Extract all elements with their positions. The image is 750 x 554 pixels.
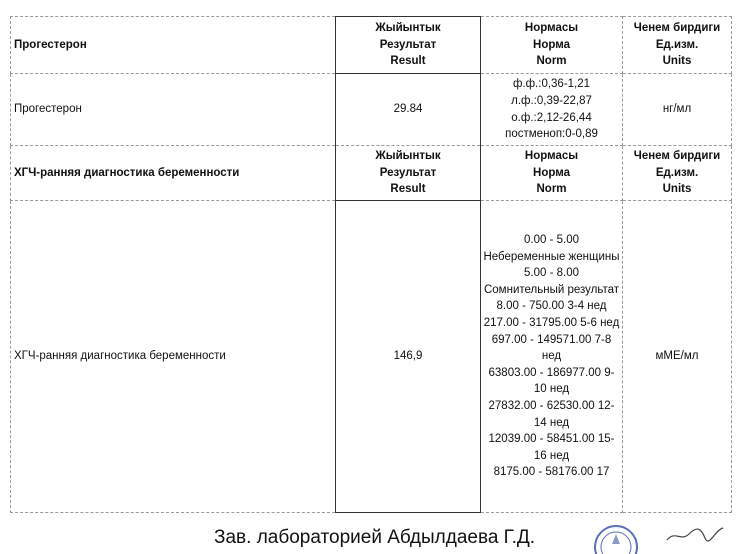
handwritten-signature-icon: [665, 524, 725, 544]
section-title: ХГЧ-ранняя диагностика беременности: [11, 146, 336, 201]
test-result: 29.84: [336, 74, 481, 146]
lab-head-signature-line: Зав. лабораторией Абдылдаева Г.Д.: [214, 527, 536, 548]
norm-header: Нормасы Норма Norm: [481, 146, 623, 201]
section-title: Прогестерон: [11, 17, 336, 74]
section-header-row: [11, 146, 732, 201]
lab-results-table: [10, 16, 732, 513]
reference-range: 0.00 - 5.00 Небеременные женщины 5.00 - 8.00 Сомнительный результат 8.00 - 750.00 3-4 нед 217.00 - 31795.00 5-6 нед 697.00 - 149571.00 7-8 нед 63803.00 - 186977.00 9-10 нед 27832.00 - 62530.00 12-14 нед 12039.00 - 58451.00 15-16 нед 8175.00 - 58176.00 17: [481, 201, 623, 513]
stamp-seal-icon: [593, 524, 639, 554]
test-name: Прогестерон: [11, 74, 336, 146]
table-row: [11, 201, 732, 513]
norm-header: Нормасы Норма Norm: [481, 17, 623, 74]
units-header: Ченем бирдиги Ед.изм. Units: [623, 17, 732, 74]
table-row: [11, 74, 732, 146]
test-name: ХГЧ-ранняя диагностика беременности: [11, 201, 336, 513]
test-units: мМЕ/мл: [623, 201, 732, 513]
result-header: Жыйынтык Результат Result: [336, 17, 481, 74]
section-header-row: [11, 17, 732, 74]
reference-range: ф.ф.:0,36-1,21 л.ф.:0,39-22,87 о.ф.:2,12-26,44 постменоп:0-0,89: [481, 74, 623, 146]
units-header: Ченем бирдиги Ед.изм. Units: [623, 146, 732, 201]
test-result: 146,9: [336, 201, 481, 513]
test-units: нг/мл: [623, 74, 732, 146]
result-header: Жыйынтык Результат Result: [336, 146, 481, 201]
